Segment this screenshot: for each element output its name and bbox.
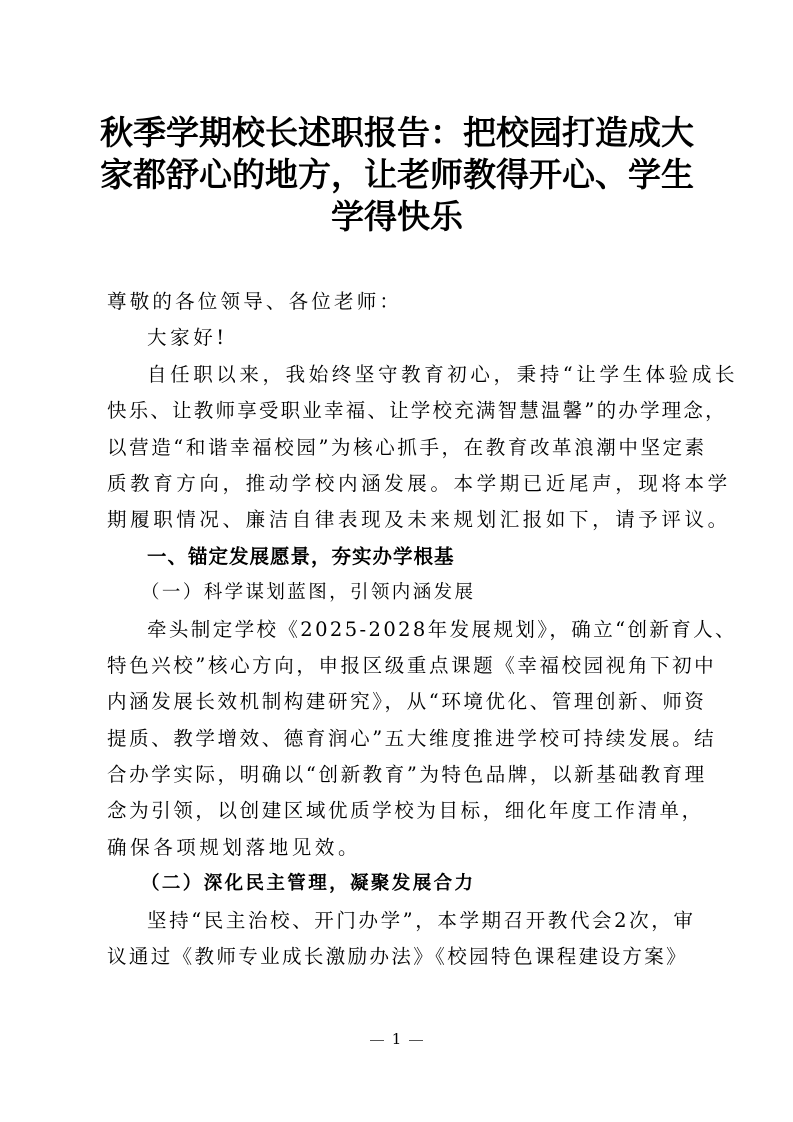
footer-dash-right [409, 1040, 423, 1041]
paragraph-line: 以营造“和谐幸福校园”为核心抓手，在教育改革浪潮中坚定素 [107, 435, 707, 459]
title-line: 秋季学期校长述职报告：把校园打造成大 [100, 113, 694, 152]
section-heading: 一、锚定发展愿景，夯实办学根基 [147, 544, 455, 568]
page-number: 1 [391, 1030, 402, 1048]
paragraph-line: 特色兴校”核心方向，申报区级重点课题《幸福校园视角下初中 [107, 653, 717, 677]
document-title [100, 112, 694, 238]
title-line: 家都舒心的地方，让老师教得开心、学生 [100, 155, 694, 194]
salutation: 尊敬的各位领导、各位老师： [107, 290, 403, 313]
title-line: 学得快乐 [331, 197, 463, 236]
subsection-1-paragraph [107, 612, 737, 867]
paragraph-line: 确保各项规划落地见效。 [107, 835, 362, 859]
page-footer [0, 1030, 793, 1048]
paragraph-line: 牵头制定学校《2025-2028年发展规划》，确立“创新育人、 [147, 617, 737, 641]
paragraph-line: 质教育方向，推动学校内涵发展。本学期已近尾声，现将本学 [107, 471, 731, 495]
paragraph-line: 合办学实际，明确以“创新教育”为特色品牌，以新基础教育理 [107, 763, 707, 787]
intro-paragraph [107, 357, 739, 539]
paragraph-line: 坚持“民主治校、开门办学”，本学期召开教代会2次，审 [147, 908, 696, 932]
paragraph-line: 内涵发展长效机制构建研究》，从“环境优化、管理创新、师资 [107, 690, 707, 714]
paragraph-line: 自任职以来，我始终坚守教育初心，秉持“让学生体验成长 [147, 362, 739, 386]
footer-dash-left [370, 1040, 384, 1041]
paragraph-line: 快乐、让教师享受职业幸福、让学校充满智慧温馨”的办学理念， [107, 399, 727, 423]
document-body [107, 284, 739, 975]
paragraph-line: 念为引领，以创建区域优质学校为目标，细化年度工作清单， [107, 799, 704, 823]
paragraph-line: 期履职情况、廉洁自律表现及未来规划汇报如下，请予评议。 [107, 508, 731, 532]
paragraph-line: 议通过《教师专业成长激励办法》《校园特色课程建设方案》 [107, 945, 687, 969]
paragraph-line: 提质、教学增效、德育润心”五大维度推进学校可持续发展。结 [107, 726, 717, 750]
greeting: 大家好! [147, 326, 228, 350]
subsection-heading: （一）科学谋划蓝图，引领内涵发展 [141, 582, 476, 604]
subsection-2-paragraph [107, 903, 696, 976]
subsection-heading: （二）深化民主管理，凝聚发展合力 [141, 873, 476, 895]
